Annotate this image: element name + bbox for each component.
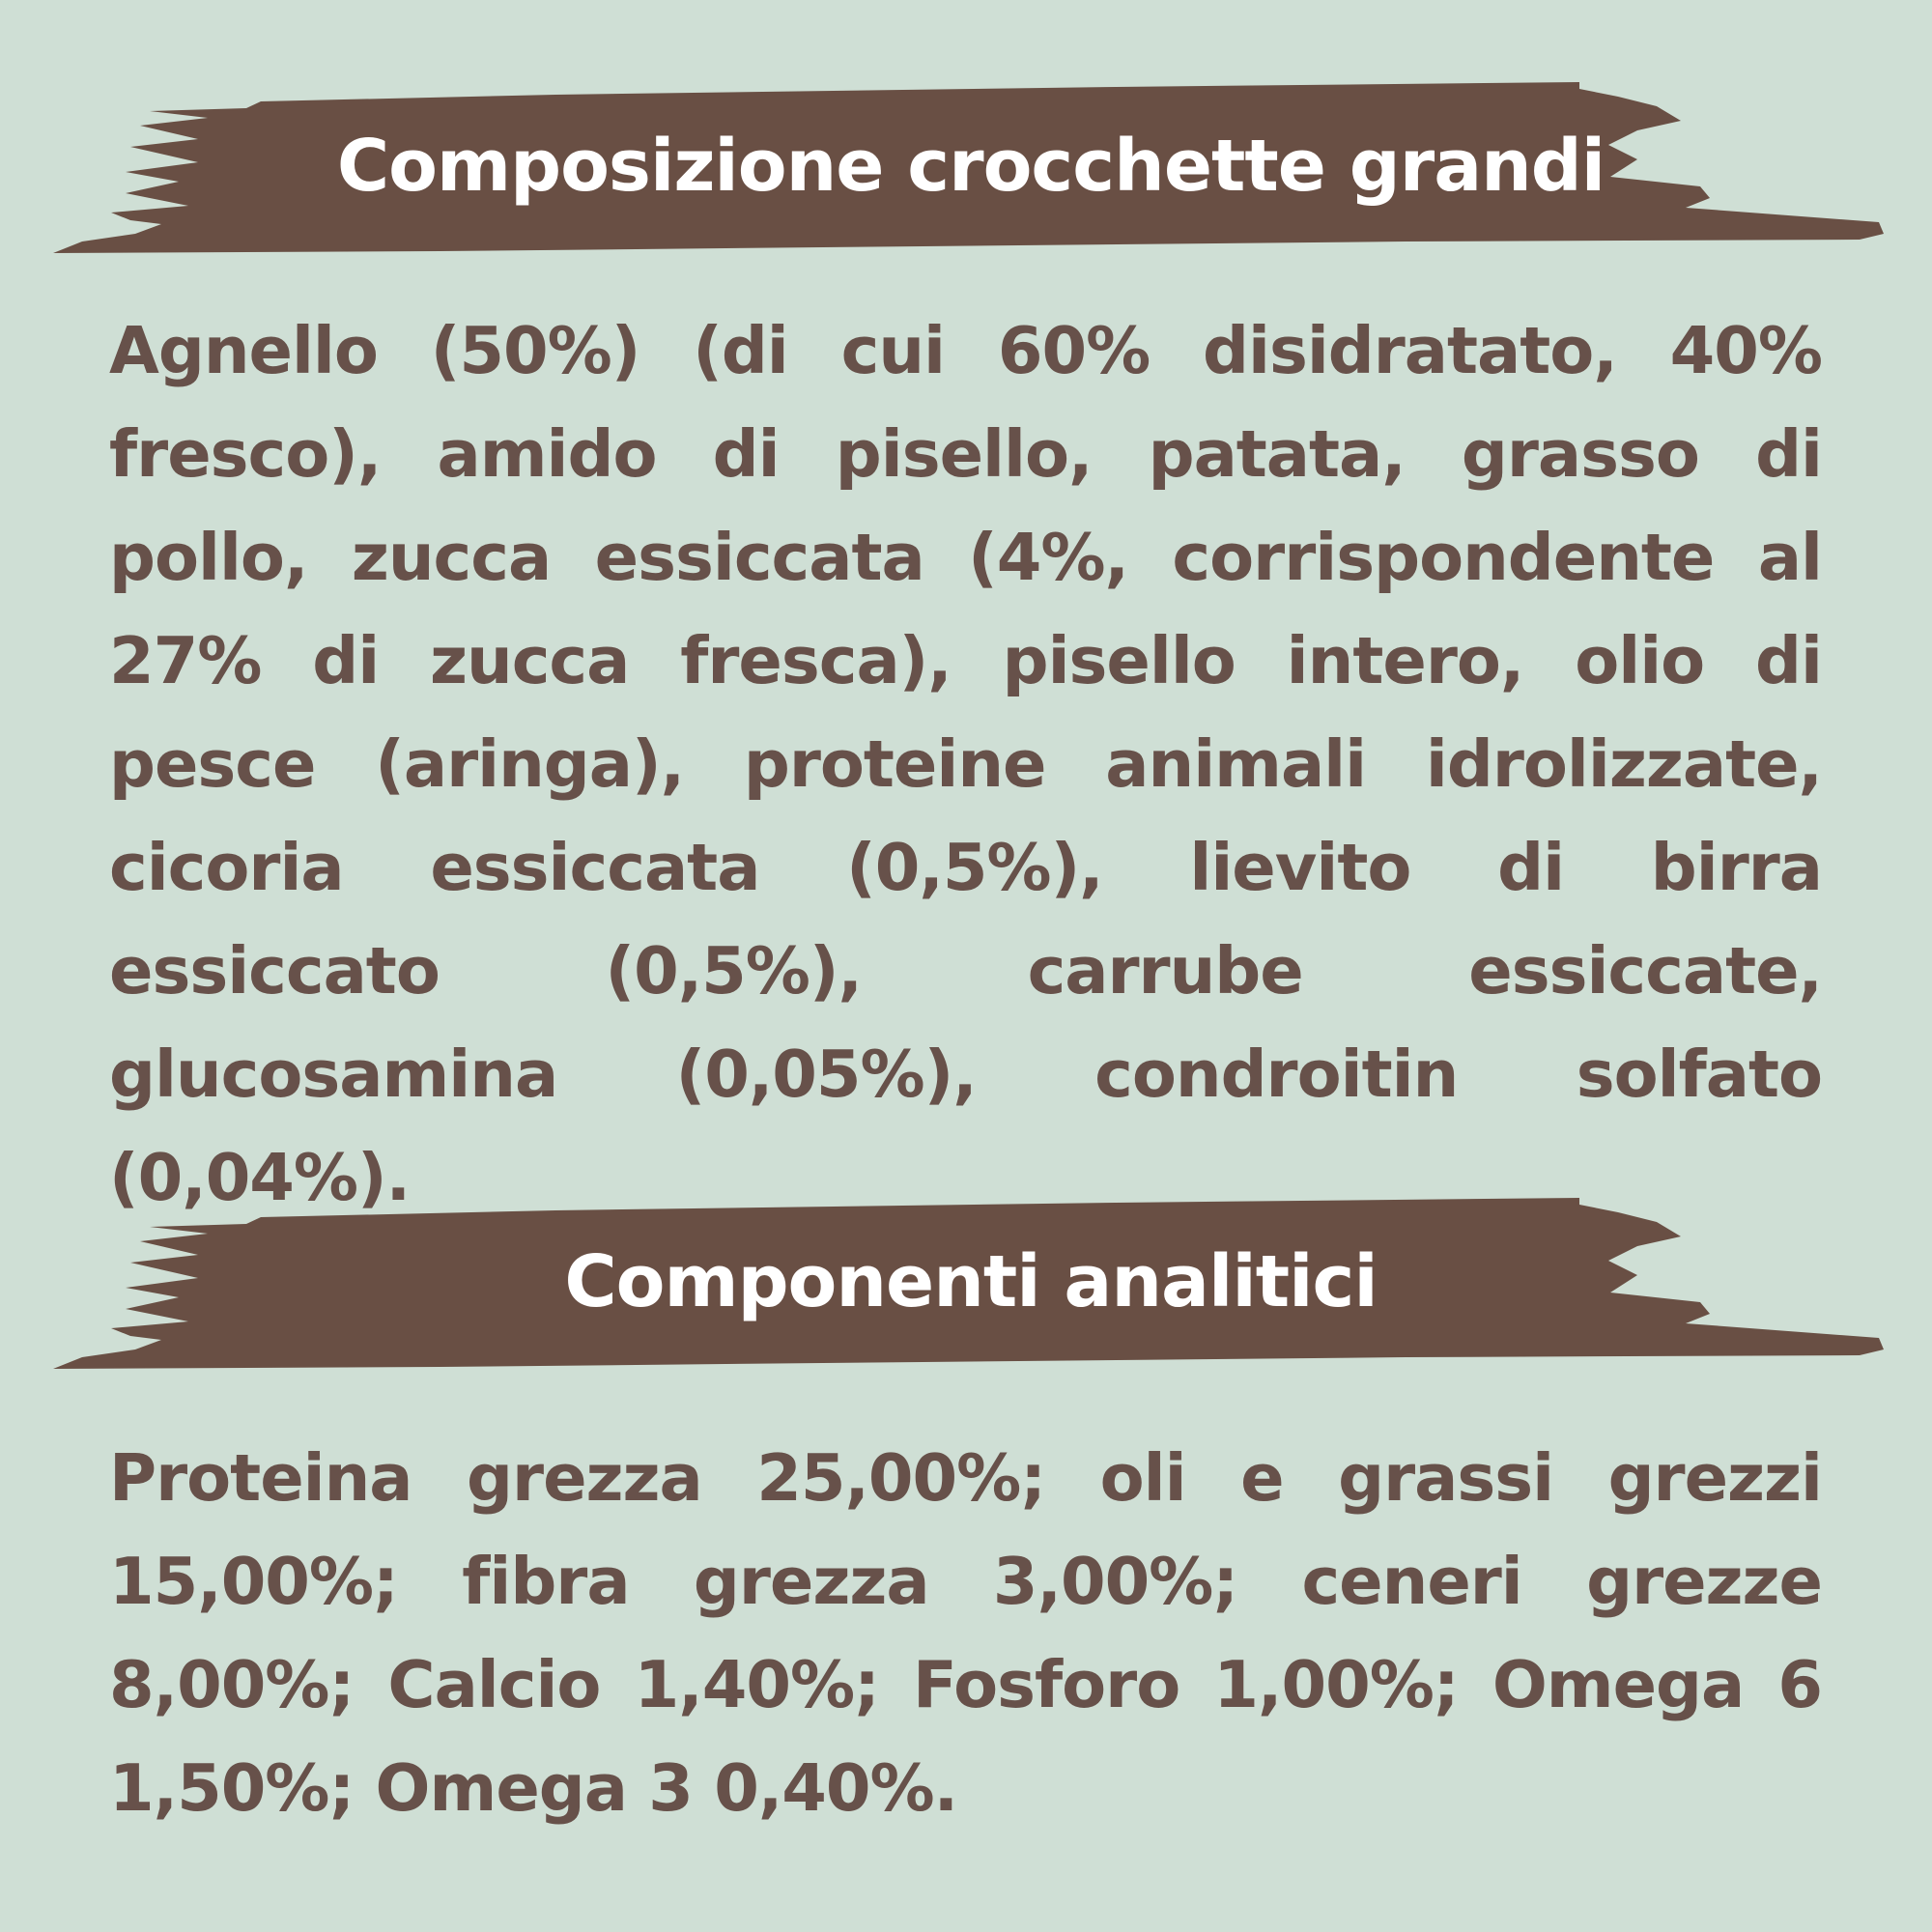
section-title: Composizione crocchette grandi: [336, 125, 1605, 208]
section-banner-composition: [53, 77, 1889, 256]
section-title: Componenti analitici: [564, 1240, 1378, 1323]
ingredients-text: Agnello (50%) (di cui 60% disidratato, 40% fresco), amido di pisello, patata, grasso di pollo, zucca essiccata (4%, corrispondente al 27% di zucca fresca), pisello intero, olio di pesce (aringa), proteine animali idrolizzate, cicoria essiccata (0,5%), lievito di birra essiccato (0,5%), carrube essiccate, glucosamina (0,05%), condroitin solfato (0,04%).: [109, 313, 1822, 1215]
section-banner-analytics: [53, 1193, 1889, 1372]
analytical-components-text: Proteina grezza 25,00%; oli e grassi grezzi 15,00%; fibra grezza 3,00%; ceneri grezze 8,00%; Calcio 1,40%; Fosforo 1,00%; Omega 6 1,50%; Omega 3 0,40%.: [109, 1440, 1822, 1826]
